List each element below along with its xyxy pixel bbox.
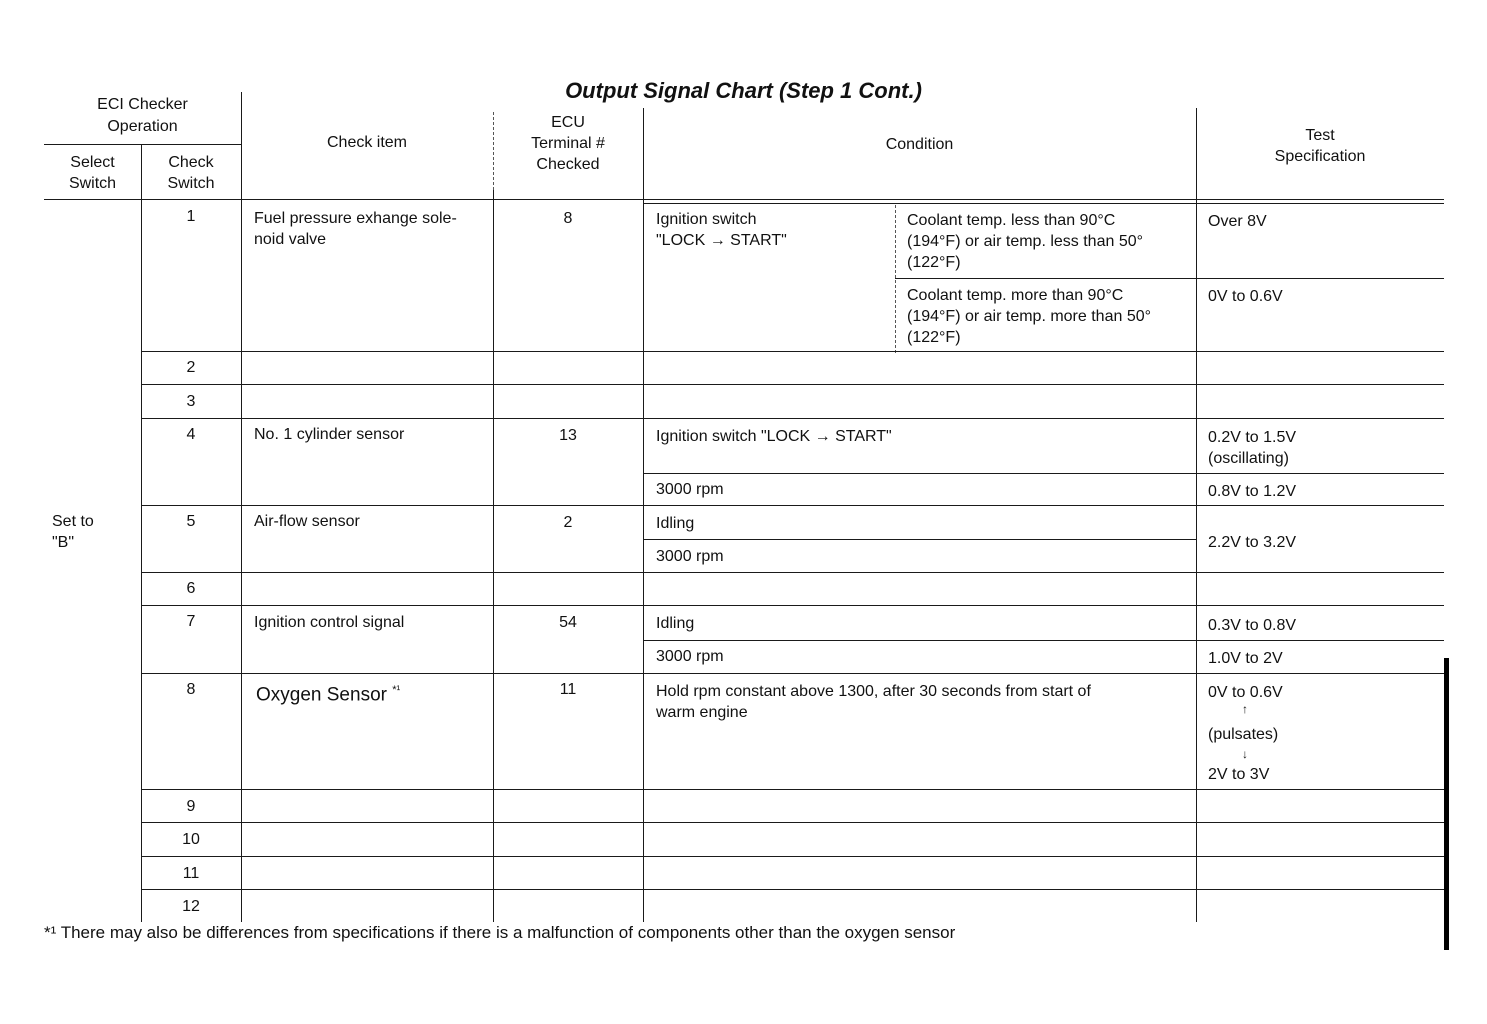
header-condition: Condition <box>885 136 954 153</box>
test-spec: 2.2V to 3.2V <box>1208 534 1297 551</box>
row-number: 12 <box>182 898 200 915</box>
row-number: 6 <box>186 580 196 597</box>
condition-text: Ignition switch "LOCK → START" <box>656 428 892 445</box>
scan-edge-bar <box>1444 658 1449 950</box>
test-spec: 0.8V to 1.2V <box>1208 483 1297 500</box>
header-check-switch: Check Switch <box>167 154 215 192</box>
check-item: Fuel pressure exhange sole- noid valve <box>254 210 457 248</box>
ecu-terminal: 2 <box>563 514 573 531</box>
row-number: 10 <box>182 831 200 848</box>
arrow-up-icon: ↑ <box>1242 702 1248 716</box>
header-ecu-terminal: ECU Terminal # Checked <box>531 114 605 173</box>
row-number: 11 <box>182 865 200 882</box>
footnote: *¹ There may also be differences from specifications if there is a malfunction of components other than the oxygen sensor <box>44 923 956 942</box>
header-select-switch: Select Switch <box>68 154 117 192</box>
ecu-terminal: 13 <box>559 427 577 444</box>
row-number: 8 <box>186 681 196 698</box>
test-spec: 1.0V to 2V <box>1208 650 1283 667</box>
row-number: 3 <box>186 393 196 410</box>
condition-text: Hold rpm constant above 1300, after 30 seconds from start of warm engine <box>656 683 1091 721</box>
row-number: 9 <box>186 798 196 815</box>
test-spec: (pulsates) <box>1208 726 1279 743</box>
test-spec: 0V to 0.6V <box>1208 288 1283 305</box>
condition-text: Idling <box>656 515 695 532</box>
ecu-terminal: 54 <box>559 614 577 631</box>
ecu-terminal: 8 <box>563 210 573 227</box>
condition-text: 3000 rpm <box>656 548 724 565</box>
row-number: 2 <box>186 359 196 376</box>
header-check-item: Check item <box>326 134 408 151</box>
test-spec: 2V to 3V <box>1208 766 1270 783</box>
condition-text: 3000 rpm <box>656 648 724 665</box>
check-item <box>256 679 400 706</box>
check-item: No. 1 cylinder sensor <box>254 426 405 443</box>
ecu-terminal: 11 <box>559 681 577 698</box>
row-number: 5 <box>186 513 196 530</box>
check-item: Ignition control signal <box>254 614 405 631</box>
condition-text: Ignition switch "LOCK → START" <box>656 211 787 249</box>
row-number: 7 <box>186 613 196 630</box>
page-title: Output Signal Chart (Step 1 Cont.) <box>565 78 922 103</box>
row-number: 4 <box>186 426 196 443</box>
select-switch-value: Set to "B" <box>52 513 94 551</box>
condition-text: 3000 rpm <box>656 481 724 498</box>
row-number: 1 <box>186 208 196 225</box>
test-spec: 0.2V to 1.5V (oscillating) <box>1208 429 1297 467</box>
header-test-spec: Test Specification <box>1274 127 1366 165</box>
test-spec: 0.3V to 0.8V <box>1208 617 1297 634</box>
condition-sub-text: Coolant temp. less than 90°C (194°F) or air temp. less than 50° (122°F) <box>907 212 1144 271</box>
condition-text: Idling <box>656 615 695 632</box>
check-item-label: Oxygen Sensor <box>256 684 387 706</box>
test-spec: Over 8V <box>1208 213 1267 230</box>
condition-sub-text: Coolant temp. more than 90°C (194°F) or air temp. more than 50° (122°F) <box>907 287 1152 346</box>
header-eci-operation: ECI Checker Operation <box>97 96 188 135</box>
footnote-mark: *¹ <box>392 684 401 696</box>
test-spec: 0V to 0.6V <box>1208 684 1283 701</box>
arrow-down-icon: ↓ <box>1242 747 1248 761</box>
check-item: Air-flow sensor <box>254 513 360 530</box>
